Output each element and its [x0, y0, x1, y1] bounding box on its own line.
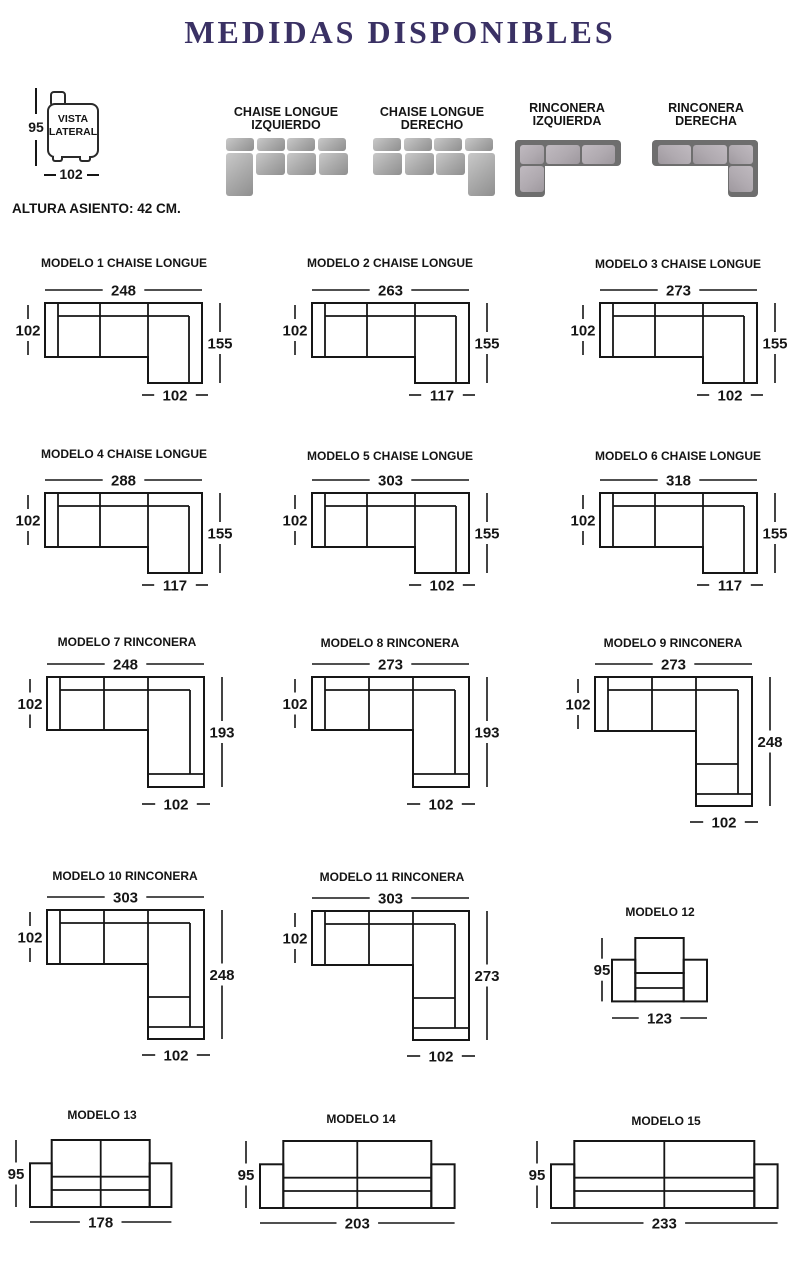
dim-label: 248 — [112, 656, 139, 674]
diagram-rect — [612, 960, 635, 1002]
dim-label: 273 — [377, 656, 404, 674]
dim-label: 123 — [646, 1010, 673, 1028]
dim-label: 102 — [282, 512, 308, 530]
side-view-foot — [52, 156, 63, 162]
legend-text: DERECHO — [400, 118, 464, 132]
dim-label: 273 — [665, 282, 692, 300]
dim-label: 102 — [717, 387, 743, 405]
model-5-title: MODELO 5 CHAISE LONGUE — [306, 449, 474, 463]
chaise-longue-izquierdo-icon — [226, 138, 348, 196]
side-view-label — [47, 113, 99, 139]
icon-seat-row — [226, 153, 348, 196]
rinconera-izquierda-icon — [515, 140, 621, 197]
dim-label: 155 — [762, 335, 788, 353]
side-view-foot — [79, 156, 91, 162]
side-view-label-line2: LATERAL — [48, 126, 98, 138]
diagram-rect — [551, 1164, 574, 1208]
model-13-diagram — [0, 1135, 210, 1235]
model-13-title: MODELO 13 — [67, 1108, 137, 1122]
dim-label: 248 — [209, 967, 235, 984]
model-11-diagram — [267, 886, 517, 1081]
side-view-width-line — [87, 174, 99, 176]
dim-label: 102 — [163, 1047, 189, 1065]
dim-label: 95 — [593, 962, 611, 980]
model-4-diagram — [0, 468, 250, 613]
diagram-rect — [260, 1164, 283, 1208]
model-8-title: MODELO 8 RINCONERA — [320, 636, 460, 650]
model-15-title: MODELO 15 — [631, 1114, 701, 1128]
side-view-label-line1: VISTA — [57, 113, 89, 125]
model-4-title: MODELO 4 CHAISE LONGUE — [40, 447, 208, 461]
seat-height-note: ALTURA ASIENTO: 42 CM. — [12, 201, 181, 216]
dim-label: 263 — [377, 282, 404, 300]
dim-label: 273 — [474, 968, 500, 985]
model-1-diagram — [0, 278, 250, 423]
sofa-outline — [312, 677, 469, 787]
sofa-outline — [595, 677, 752, 806]
model-10-title: MODELO 10 RINCONERA — [52, 869, 198, 883]
dim-label: 102 — [282, 322, 308, 340]
legend-label-chaise-derecho — [380, 106, 484, 132]
dim-label: 193 — [209, 724, 235, 742]
icon-backrest-row — [226, 138, 348, 151]
side-view-height-value: 95 — [28, 119, 44, 135]
dim-label: 95 — [7, 1166, 25, 1183]
legend-text: IZQUIERDO — [251, 118, 321, 132]
legend-label-rinconera-derecha — [668, 102, 744, 128]
model-6-diagram — [555, 468, 800, 613]
diagram-rect — [150, 1163, 172, 1207]
legend-label-chaise-izquierdo — [234, 106, 338, 132]
diagram-rect — [635, 938, 683, 973]
rinconera-derecha-icon — [652, 140, 758, 197]
legend-text: RINCONERA — [668, 101, 744, 115]
diagram-rect — [431, 1164, 454, 1208]
model-14-diagram — [230, 1136, 490, 1236]
model-2-title: MODELO 2 CHAISE LONGUE — [306, 256, 474, 270]
dim-label: 178 — [88, 1214, 114, 1232]
diagram-rect — [754, 1164, 777, 1208]
dim-label: 95 — [237, 1167, 255, 1184]
model-1-title: MODELO 1 CHAISE LONGUE — [40, 256, 208, 270]
dim-label: 203 — [344, 1215, 370, 1233]
dim-label: 102 — [17, 929, 43, 947]
dim-label: 155 — [207, 335, 233, 353]
chaise-longue-derecho-icon — [373, 138, 495, 196]
dim-label: 102 — [428, 1048, 454, 1066]
model-7-title: MODELO 7 RINCONERA — [57, 635, 197, 649]
dim-label: 193 — [474, 724, 500, 742]
side-view-height-line — [35, 140, 37, 166]
model-5-diagram — [267, 468, 517, 613]
sofa-outline — [312, 303, 469, 383]
side-view-height-line — [35, 88, 37, 114]
model-8-diagram — [267, 652, 517, 827]
model-15-diagram — [521, 1136, 791, 1236]
legend-text: RINCONERA — [529, 101, 605, 115]
side-view-width-line — [44, 174, 56, 176]
diagram-rect — [684, 960, 707, 1002]
legend-text: IZQUIERDA — [532, 114, 602, 128]
dim-label: 102 — [163, 796, 189, 814]
dim-label: 102 — [570, 322, 596, 340]
dim-label: 233 — [651, 1215, 677, 1233]
dim-label: 102 — [17, 696, 43, 713]
dim-label: 117 — [429, 387, 455, 405]
dim-label: 102 — [15, 322, 41, 340]
model-7-diagram — [2, 652, 252, 827]
model-12-title: MODELO 12 — [625, 905, 695, 919]
dim-label: 102 — [565, 696, 591, 714]
dim-label: 102 — [429, 577, 455, 595]
model-3-diagram — [555, 278, 800, 423]
dim-label: 117 — [717, 577, 743, 595]
diagram-rect — [30, 1163, 52, 1207]
dim-label: 288 — [110, 472, 137, 490]
sofa-outline — [600, 493, 757, 573]
legend-text: CHAISE LONGUE — [379, 105, 485, 119]
dim-label: 102 — [570, 512, 596, 530]
dim-label: 155 — [762, 525, 788, 543]
sofa-outline — [312, 493, 469, 573]
dim-label: 102 — [162, 387, 188, 405]
legend-text: CHAISE LONGUE — [233, 105, 339, 119]
model-11-title: MODELO 11 RINCONERA — [319, 870, 465, 884]
icon-backrest-row — [373, 138, 495, 151]
legend-label-rinconera-izquierda — [529, 102, 605, 128]
model-3-title: MODELO 3 CHAISE LONGUE — [594, 257, 762, 271]
dim-label: 102 — [282, 696, 308, 713]
dim-label: 102 — [711, 814, 737, 832]
side-view-width-value: 102 — [59, 166, 83, 182]
model-6-title: MODELO 6 CHAISE LONGUE — [594, 449, 762, 463]
icon-seat-row — [373, 153, 495, 196]
dim-label: 248 — [757, 734, 783, 751]
dim-label: 95 — [528, 1167, 546, 1184]
model-9-diagram — [550, 652, 800, 847]
dim-label: 117 — [162, 577, 188, 595]
dim-label: 303 — [377, 890, 404, 908]
dim-label: 273 — [660, 656, 687, 674]
dim-label: 155 — [474, 525, 500, 543]
dim-label: 248 — [110, 282, 137, 300]
sofa-outline — [47, 910, 204, 1039]
dim-label: 102 — [15, 512, 41, 530]
model-12-diagram — [577, 933, 747, 1033]
dim-label: 303 — [377, 472, 404, 490]
sofa-outline — [600, 303, 757, 383]
dim-label: 155 — [474, 335, 500, 353]
page-title: MEDIDAS DISPONIBLES — [184, 14, 616, 50]
model-10-diagram — [2, 885, 252, 1080]
dim-label: 102 — [282, 930, 308, 948]
sofa-outline — [45, 493, 202, 573]
legend-text: DERECHA — [675, 114, 737, 128]
sofa-outline — [45, 303, 202, 383]
sofa-outline — [312, 911, 469, 1040]
dim-label: 303 — [112, 889, 139, 907]
model-14-title: MODELO 14 — [326, 1112, 396, 1126]
dim-label: 318 — [665, 472, 692, 490]
dim-label: 102 — [428, 796, 454, 814]
sofa-outline — [47, 677, 204, 787]
model-2-diagram — [267, 278, 517, 423]
dim-label: 155 — [207, 525, 233, 543]
model-9-title: MODELO 9 RINCONERA — [603, 636, 743, 650]
